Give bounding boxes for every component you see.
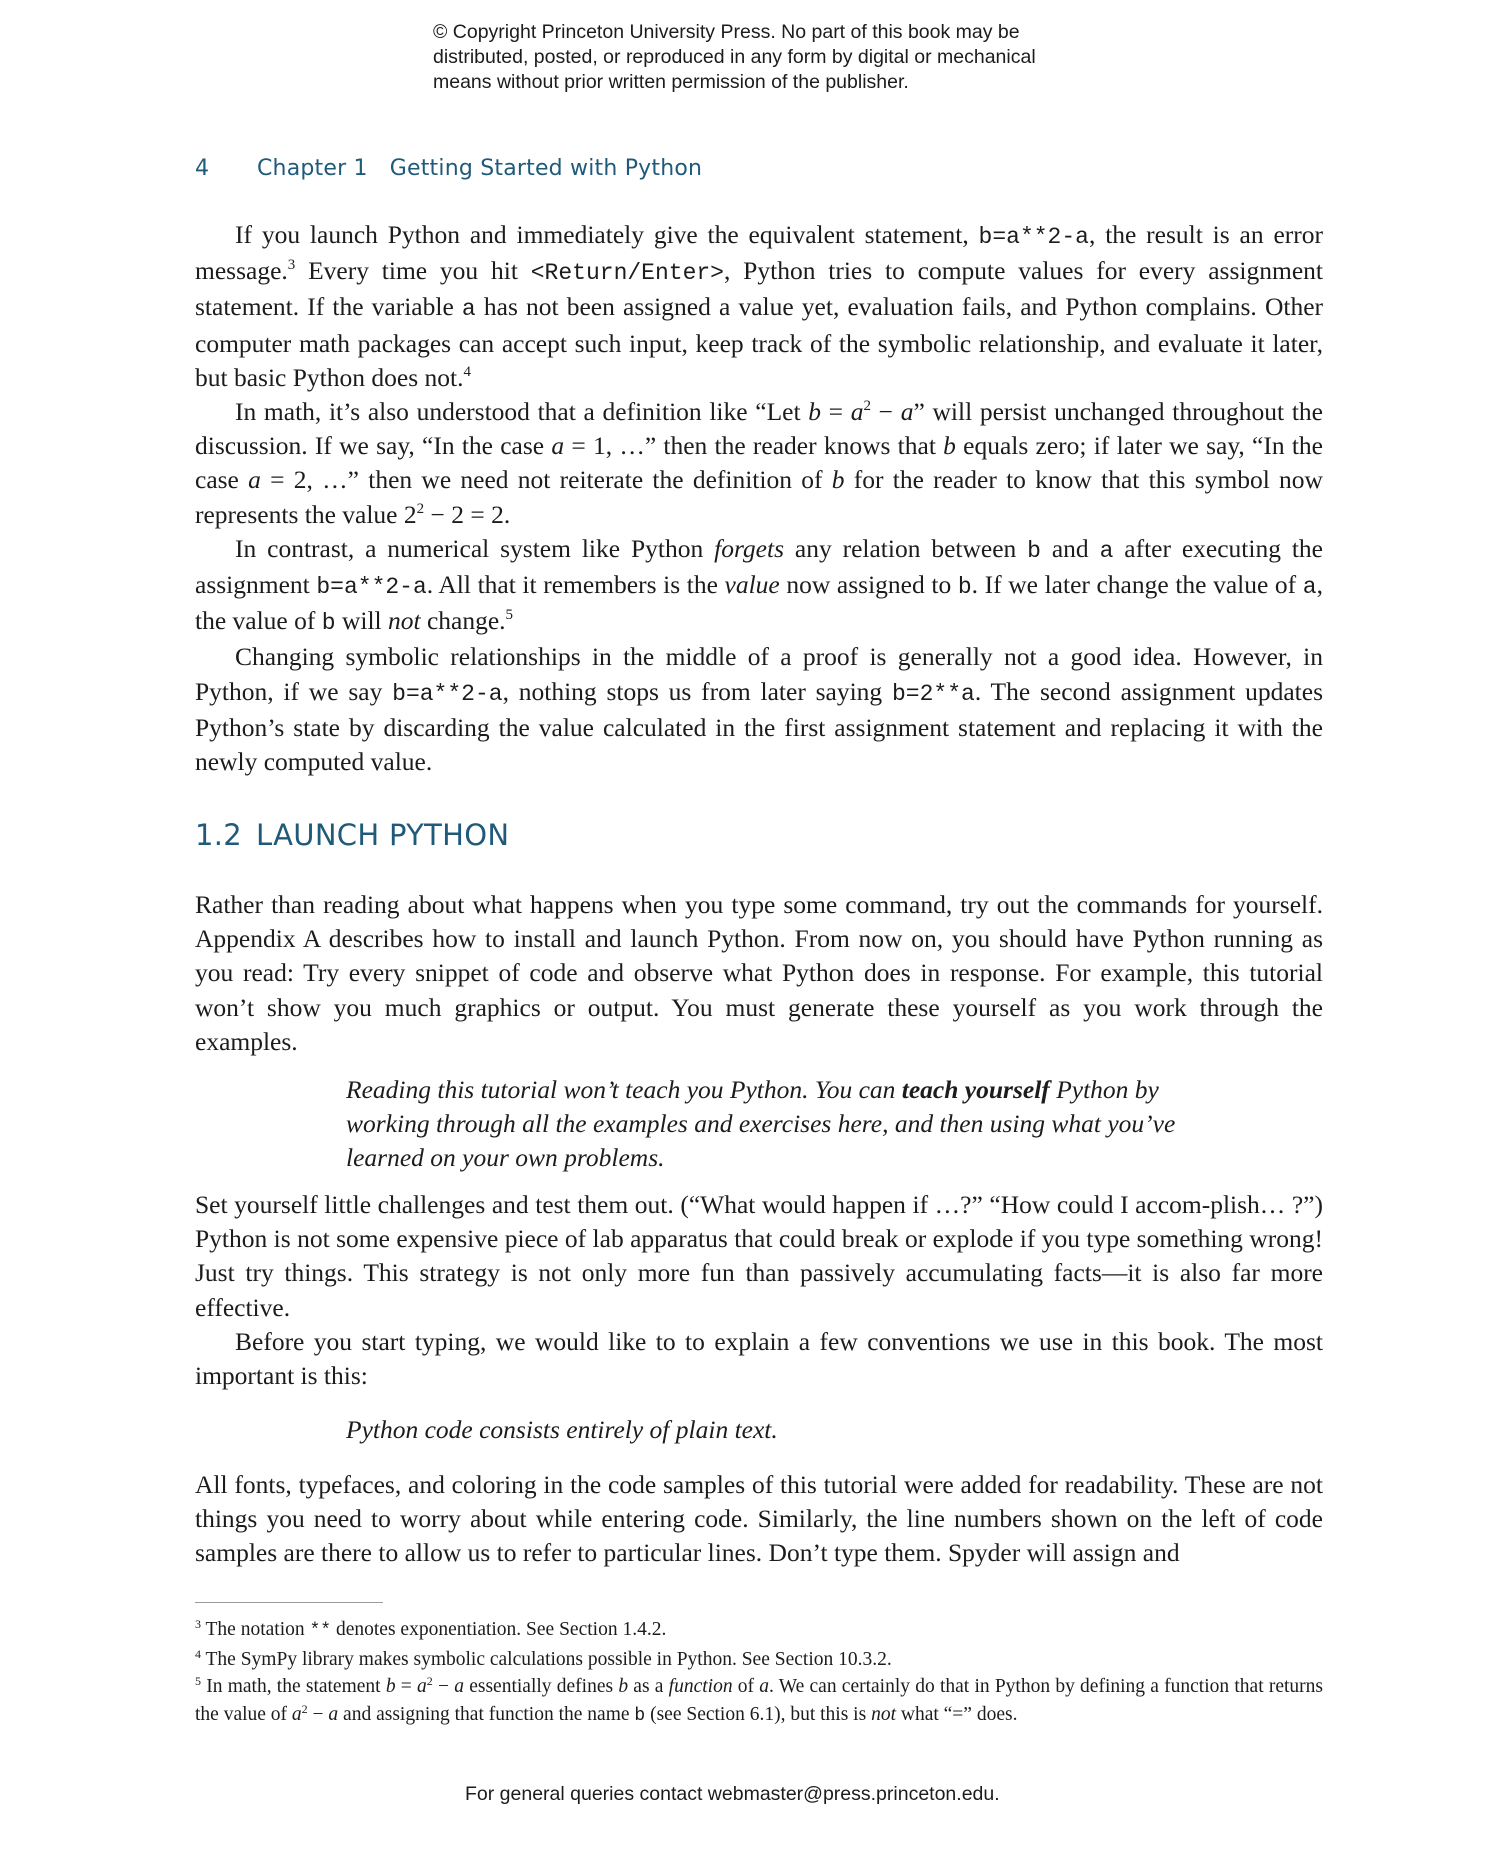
- copyright-line: © Copyright Princeton University Press. No part of this book may be: [433, 21, 1020, 43]
- paragraph: In contrast, a numerical system like Python forgets any relation between b and a after executing the assignment b=a**2-a. All that it remembers is the value now assigned to b. If we later change the value of a, the value of b will not change.$^5$: [195, 533, 1323, 637]
- running-head: [195, 156, 702, 181]
- footnote-divider: [195, 1602, 383, 1603]
- section-number: 1.2: [195, 818, 243, 852]
- block-quote-plain-text: Python code consists entirely of plain text.: [346, 1415, 778, 1444]
- footnote-ref-3[interactable]: 3: [287, 257, 296, 274]
- copyright-line: means without prior written permission of the publisher.: [433, 71, 909, 93]
- paragraph: Set yourself little challenges and test them out. (“What would happen if …?” “How could I accom-plish… ?”) Python is not some expensive piece of lab apparatus that could break or explode if you type something wrong! Just try things. This strategy is not only more fun than passively accumulating facts—it is also far more effective.: [195, 1190, 1323, 1322]
- paragraph: Rather than reading about what happens when you type some command, try out the commands for yourself. Appendix A describes how to install and launch Python. From now on, you should have Python running as you read: Try every snippet of code and observe what Python does in response. For example, this tutorial won’t show you much graphics or output. You must generate these yourself as you work through the examples.: [195, 890, 1323, 1056]
- paragraph: Changing symbolic relationships in the middle of a proof is generally not a good idea. However, in Python, if we say b=a**2-a, nothing stops us from later saying b=2**a. The second assignment updates Python’s state by discarding the value calculated in the first assignment statement and replacing it with the newly computed value.: [195, 642, 1323, 777]
- inline-code: b: [957, 574, 972, 601]
- emphasis-bold: teach yourself: [901, 1075, 1050, 1104]
- section-1-1-body: [195, 218, 1323, 779]
- page-footer: For general queries contact webmaster@press.princeton.edu.: [465, 1783, 1000, 1805]
- section-1-2-intro: [195, 888, 1323, 1059]
- inline-code: a: [1302, 574, 1317, 601]
- inline-code: a: [1099, 537, 1114, 564]
- chapter-title: Getting Started with Python: [389, 156, 703, 181]
- chapter-label: Chapter 1: [257, 156, 368, 181]
- footnote-ref-5[interactable]: 5: [505, 607, 514, 624]
- inline-code: b=a**2-a: [978, 224, 1089, 250]
- section-1-2-body: [195, 1188, 1323, 1393]
- inline-code: b=a**2-a: [392, 680, 503, 707]
- footnote-3: $^3$ The notation ** denotes exponentiation. See Section 1.4.2.: [195, 1617, 667, 1641]
- inline-code: b=2**a: [891, 680, 975, 707]
- section-title: LAUNCH PYTHON: [256, 818, 510, 852]
- section-1-2-body-continued: [195, 1468, 1323, 1571]
- inline-code: <Return/Enter>: [530, 260, 724, 287]
- inline-code: b=a**2-a: [316, 574, 427, 601]
- footnote-ref-4[interactable]: 4: [463, 363, 471, 380]
- inline-code: b: [321, 610, 336, 637]
- paragraph: Before you start typing, we would like to to explain a few conventions we use in this book. The most important is this:: [195, 1326, 1323, 1391]
- inline-code: a: [461, 296, 476, 323]
- footnotes: [195, 1616, 1323, 1730]
- copyright-line: distributed, posted, or reproduced in any form by digital or mechanical: [433, 46, 1036, 68]
- inline-code: b: [1027, 537, 1041, 564]
- footnote-5: $^5$ In math, the statement $b = a^2 - a$ essentially defines b as a function of a. We can certainly do that in Python by defining a function that returns the value of $a^2 - a$ and assigning that function the name b (see Section 6.1), but this is not what “=” does.: [195, 1674, 1323, 1726]
- block-quote: Reading this tutorial won’t teach you Python. You can teach yourself Python by working through all the examples and exercises here, and then using what you’ve learned on your own problems.: [346, 1075, 1176, 1173]
- footnote-4: $^4$ The SymPy library makes symbolic calculations possible in Python. See Section 10.3.2.: [195, 1646, 892, 1670]
- copyright-notice: [433, 20, 1113, 95]
- page-number: 4: [195, 156, 210, 181]
- section-heading: [195, 818, 509, 852]
- paragraph: In math, it’s also understood that a definition like “Let $b = a^2 - a$” will persist unchanged throughout the discussion. If we say, “In the case a = 1, …” then the reader knows that b equals zero; if later we say, “In the case a = 2, …” then we need not reiterate the definition of b for the reader to know that this symbol now represents the value $2^2 - 2 = 2$.: [195, 397, 1323, 529]
- paragraph: All fonts, typefaces, and coloring in the code samples of this tutorial were added for readability. These are not things you need to worry about while entering code. Similarly, the line numbers shown on the left of code samples are there to allow us to refer to particular lines. Don’t type them. Spyder will assign and: [195, 1470, 1323, 1568]
- paragraph: If you launch Python and immediately give the equivalent statement, b=a**2-a, the result is an error message.$^3$ Every time you hit <Return/Enter>, Python tries to compute values for every assignment statement. If the variable a has not been assigned a value yet, evaluation fails, and Python complains. Other computer math packages can accept such input, keep track of the symbolic relationship, and evaluate it later, but basic Python does not.$^4$: [195, 220, 1324, 392]
